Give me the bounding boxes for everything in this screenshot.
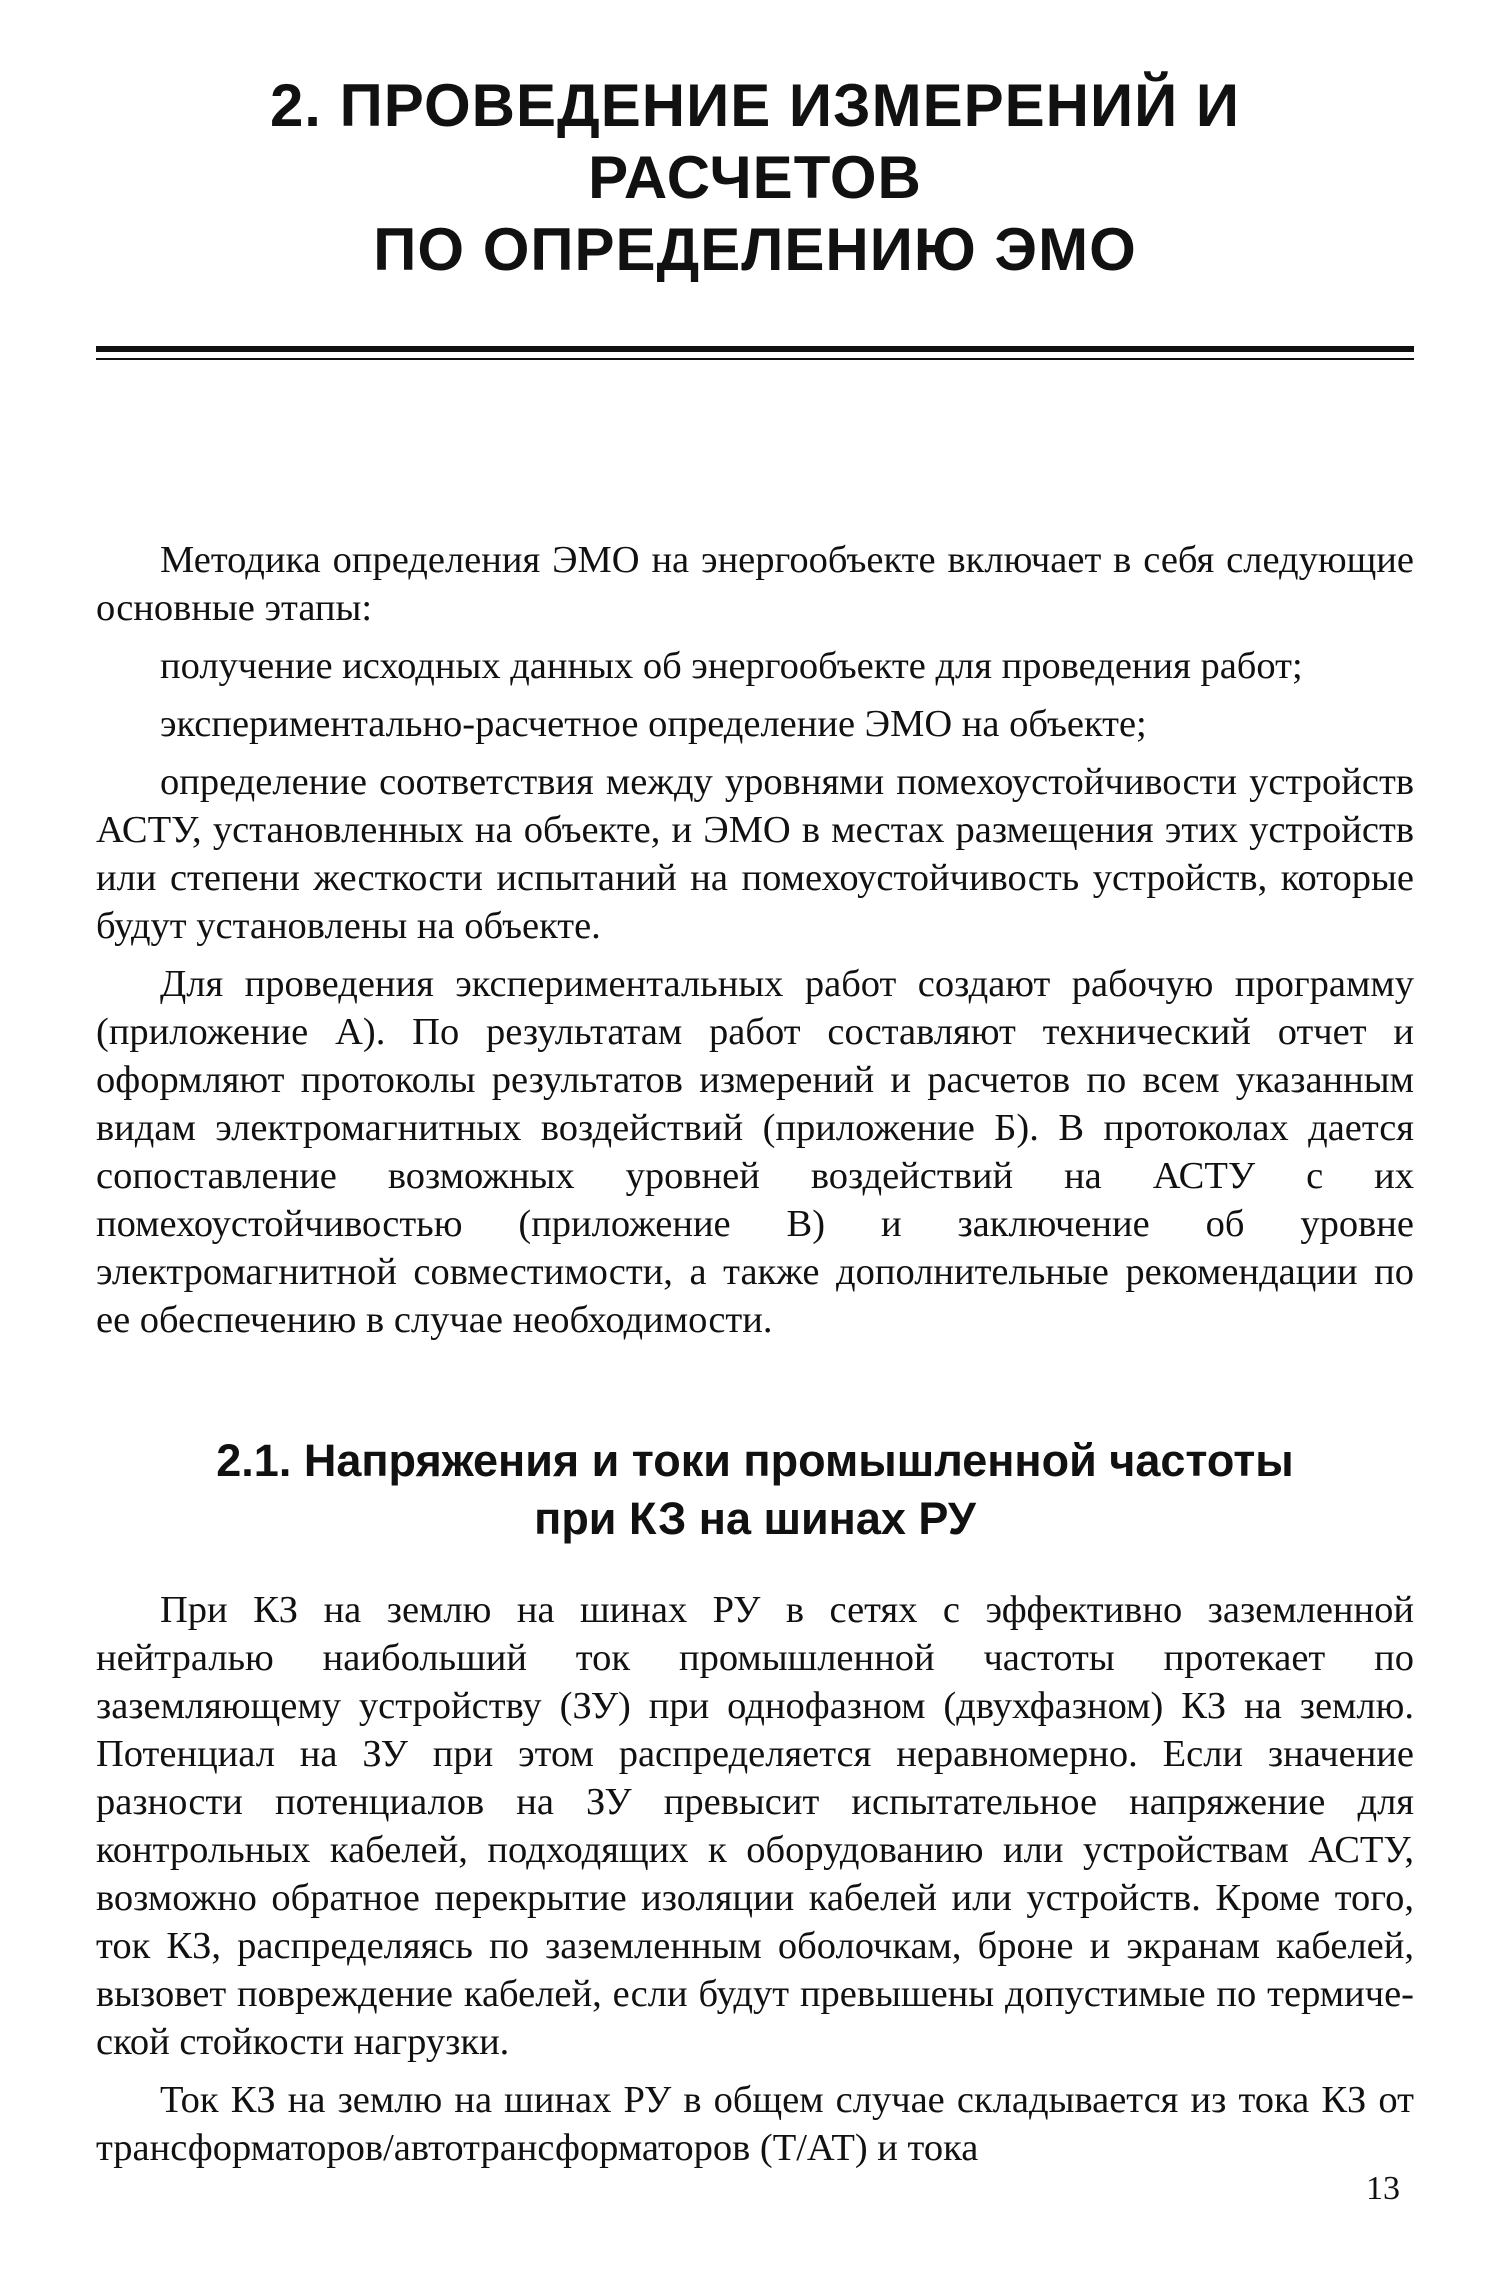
intro-list-item: экспериментально-расчетное определение ЭМО на объекте; [160,703,1147,745]
section-title-line-1: 2.1. Напряжения и токи промышленной частоты [216,1435,1294,1486]
section-paragraph: При КЗ на землю на шинах РУ в сетях с эффективно заземленной нейтралью наибольший ток промышленной частоты протекает по заземляющему устройству (ЗУ) при однофазном (двухфазном) КЗ на землю. Потенциал на ЗУ при этом распределяется неравномерно. Если значение разности потенциалов на ЗУ превысит испытательное напряжение для контрольных кабелей, подходящих к оборудованию или устройствам АСТУ, возможно обратное перекрытие изоляции кабелей или устройств. Кроме того, ток КЗ, распределяясь по заземленным оболочкам, броне и экранам кабелей, вызовет повреждение кабелей, если будут превышены допустимые по термической стойкости нагрузки. [96,1589,1414,2063]
title-divider-thin [96,358,1414,360]
chapter-title-line-2: ПО ОПРЕДЕЛЕНИЮ ЭМО [373,216,1137,283]
title-divider-thick [96,346,1414,352]
document-page [96,70,1414,2250]
section-title-line-2: при КЗ на шинах РУ [534,1493,976,1544]
intro-list-item: определение соответствия между уровнями помехоустойчивости устройств АСТУ, установленных на объекте, и ЭМО в местах размещения этих устройств или степени жесткости испытаний на помехоустойчивость устройств, которые будут установлены на объекте. [96,761,1414,947]
body-text [96,536,1414,2172]
intro-paragraph: Для проведения экспериментальных работ создают рабочую программу (приложение А). По результатам работ составляют технический отчет и оформляют протоколы результатов измерений и расчетов по всем указанным видам электромагнитных воздействий (приложение Б). В протоколах дается сопоставление возможных уровней воздействий на АСТУ с их помехоустойчивостью (приложение В) и заключение об уровне электромагнитной совместимости, а также дополнительные рекомендации по ее обеспечению в случае необходимости. [96,963,1414,1341]
section-title [96,1432,1414,1548]
chapter-title [96,70,1414,286]
intro-paragraph: Методика определения ЭМО на энергообъекте включает в себя следующие основные этапы: [96,539,1414,629]
chapter-title-line-1: 2. ПРОВЕДЕНИЕ ИЗМЕРЕНИЙ И РАСЧЕТОВ [269,72,1241,211]
intro-list-item: получение исходных данных об энергообъекте для проведения работ; [160,645,1303,687]
page-number: 13 [1366,2170,1400,2207]
section-paragraph: Ток КЗ на землю на шинах РУ в общем случае складывается из тока КЗ от трансформаторов/автотрансформаторов (Т/АТ) и тока [96,2079,1414,2169]
